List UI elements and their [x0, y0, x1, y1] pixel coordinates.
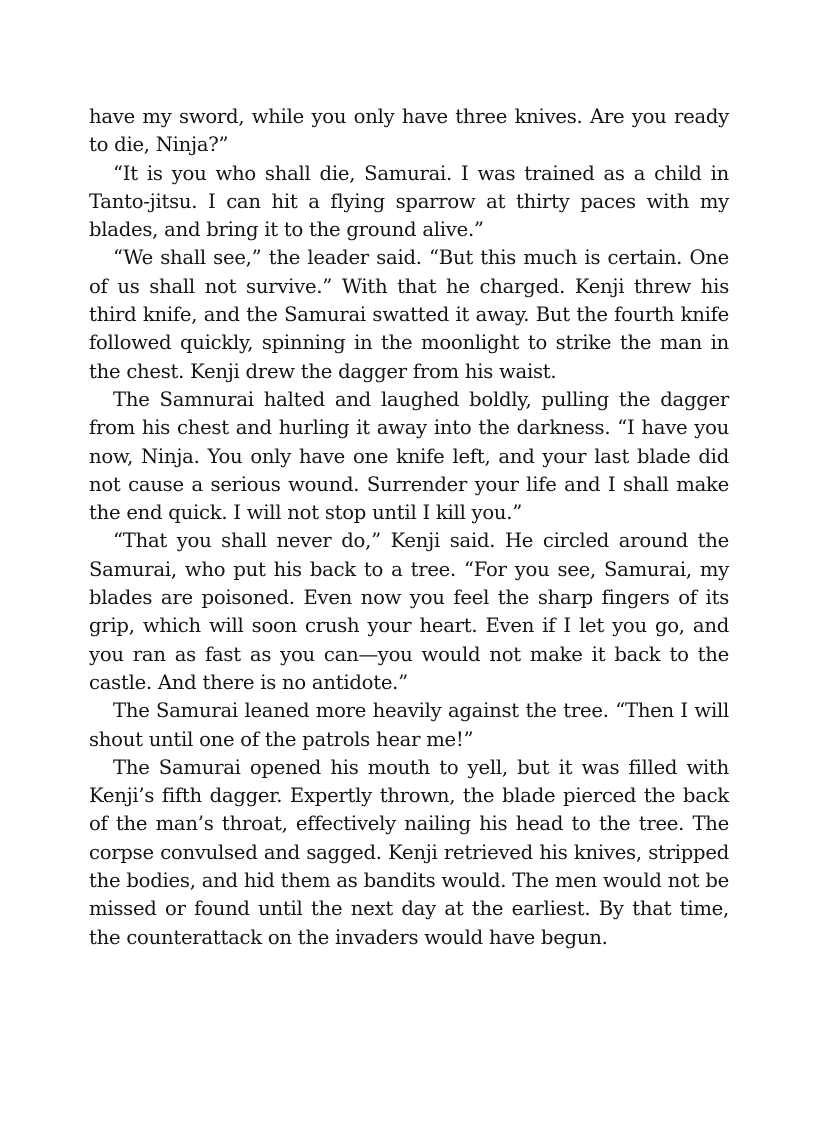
paragraph-samurai-laughs: The Samnurai halted and laughed boldly, pulling the dagger from his chest and hurling it away into the darkness. “I have you now, Ninja. You only have one knife left, and your last blade did not cause a serious wound. Surrender your life and I shall make the end quick. I will not stop until I kill you.”	[89, 387, 729, 525]
paragraph-charge: “We shall see,” the leader said. “But this much is certain. One of us shall not survive.” With that he charged. Kenji threw his third knife, and the Samurai swatted it away. But the fourth knife followed quickly, spinning in the moonlight to strike the man in the chest. Kenji drew the dagger from his waist.	[89, 246, 729, 383]
paragraph-poison: “That you shall never do,” Kenji said. He circled around the Samurai, who put his back to a tree. “For you see, Samurai, my blades are poisoned. Even now you feel the sharp fingers of its grip, which will soon crush your heart. Even if I let you go, and you ran as fast as you can—you would not make it back to the castle. And there is no antidote.”	[89, 529, 729, 694]
paragraph-ninja-reply: “It is you who shall die, Samurai. I was trained as a child in Tanto-jitsu. I can hit a flying sparrow at thirty paces with my blades, and bring it to the ground alive.”	[89, 161, 729, 242]
paragraph-shout: The Samurai leaned more heavily against the tree. “Then I will shout until one of the patrols hear me!”	[89, 699, 729, 751]
paragraph-continuation: have my sword, while you only have three knives. Are you ready to die, Ninja?”	[89, 105, 729, 157]
book-page	[89, 103, 729, 952]
paragraph-fifth-dagger: The Samurai opened his mouth to yell, but it was filled with Kenji’s fifth dagger. Expertly thrown, the blade pierced the back of the man’s throat, effectively nailing his head to the tree. The corpse convulsed and sagged. Kenji retrieved his knives, stripped the bodies, and hid them as bandits would. The men would not be missed or found until the next day at the earliest. By that time, the counterattack on the invaders would have begun.	[89, 755, 729, 949]
